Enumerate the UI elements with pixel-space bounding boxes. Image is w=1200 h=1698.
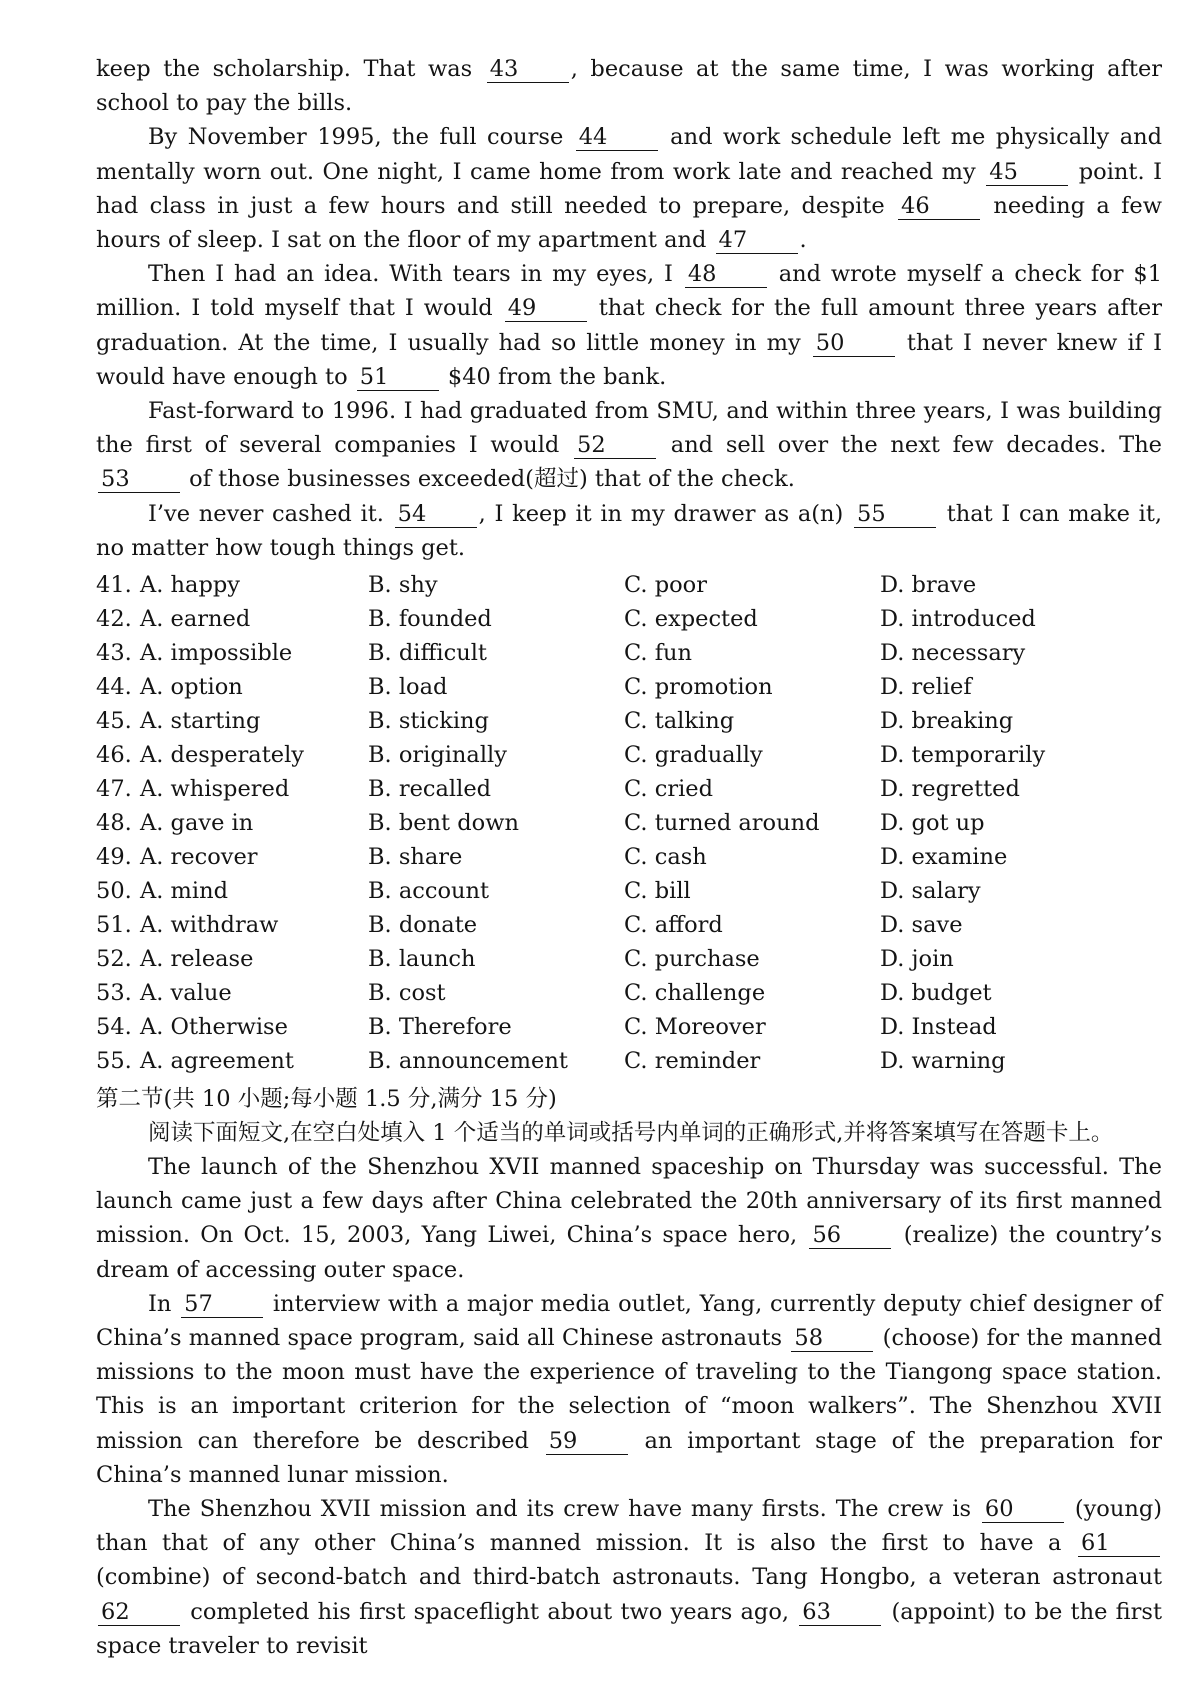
question-number: 50.	[96, 878, 132, 905]
option-row-50	[96, 874, 1162, 908]
option-a-text: A. earned	[140, 606, 251, 633]
option-c: C. afford	[624, 912, 723, 939]
text: (combine) of second-batch and third-batch astronauts. Tang Hongbo, a veteran astronaut	[96, 1564, 1162, 1591]
section-instruction: 阅读下面短文,在空白处填入 1 个适当的单词或括号内单词的正确形式,并将答案填写在答题卡上。	[148, 1120, 1114, 1147]
option-a	[96, 942, 368, 976]
option-a	[96, 568, 368, 602]
question-number: 53.	[96, 980, 132, 1007]
option-b: B. announcement	[368, 1048, 568, 1075]
option-a	[96, 738, 368, 772]
option-b: B. load	[368, 674, 448, 701]
option-a	[96, 1010, 368, 1044]
text: Fast-forward to 1996. I had graduated from SMU, and within three years, I was building the first of several companies I would	[96, 398, 1162, 459]
question-number: 47.	[96, 776, 132, 803]
option-c: C. reminder	[624, 1048, 761, 1075]
blank-46: 46	[898, 193, 980, 220]
option-c: C. cash	[624, 844, 707, 871]
blank-61: 61	[1078, 1530, 1160, 1557]
passage2-paragraph-3	[96, 1492, 1162, 1663]
text: that I can make it, no matter how tough things get.	[96, 500, 1163, 561]
option-row-49	[96, 840, 1162, 874]
text: and sell over the next few decades. The	[670, 432, 1162, 459]
option-row-55	[96, 1044, 1162, 1078]
option-a	[96, 840, 368, 874]
question-number: 41.	[96, 572, 132, 599]
option-d: D. breaking	[880, 708, 1014, 735]
option-d: D. got up	[880, 810, 985, 837]
text: The launch of the Shenzhou XVII manned spaceship on Thursday was successful. The launch came just a few days after China celebrated the 20th anniversary of its first manned mission. On Oct. 15, 2003, Yang Liwei, China’s space hero,	[96, 1154, 1162, 1249]
option-a	[96, 976, 368, 1010]
option-row-42	[96, 602, 1162, 636]
text: that check for the full amount three years after graduation. At the time, I usually had so little money in my	[96, 295, 1162, 356]
question-number: 54.	[96, 1014, 132, 1041]
blank-63: 63	[799, 1599, 881, 1626]
question-number: 44.	[96, 674, 132, 701]
option-b: B. bent down	[368, 810, 519, 837]
passage2-paragraph-2	[96, 1287, 1162, 1492]
option-a-text: A. withdraw	[140, 912, 279, 939]
blank-59: 59	[546, 1428, 628, 1455]
exam-page	[96, 52, 1162, 1663]
option-b: B. recalled	[368, 776, 492, 803]
options-list	[96, 568, 1162, 1078]
option-d: D. Instead	[880, 1014, 997, 1041]
blank-57: 57	[181, 1291, 263, 1318]
option-c: C. gradually	[624, 742, 763, 769]
option-d: D. brave	[880, 572, 977, 599]
option-a-text: A. gave in	[140, 810, 254, 837]
option-c: C. poor	[624, 572, 707, 599]
text: point. I had class in just a few hours and still needed to prepare, despite	[96, 158, 1162, 219]
blank-49: 49	[505, 295, 587, 322]
text: (young) than that of any other China’s manned mission. It is also the first to have a	[96, 1496, 1163, 1557]
blank-58: 58	[791, 1325, 873, 1352]
option-a-text: A. recover	[140, 844, 258, 871]
option-c: C. promotion	[624, 674, 773, 701]
option-row-41	[96, 568, 1162, 602]
option-a	[96, 602, 368, 636]
option-row-52	[96, 942, 1162, 976]
blank-44: 44	[576, 124, 658, 151]
question-number: 43.	[96, 640, 132, 667]
passage1-paragraph-2	[96, 120, 1162, 257]
text: completed his first spaceflight about two years ago,	[190, 1598, 790, 1625]
option-b: B. originally	[368, 742, 507, 769]
text: By November 1995, the full course	[148, 124, 564, 151]
passage1-paragraph-5	[96, 497, 1162, 565]
blank-43: 43	[487, 56, 569, 83]
blank-53: 53	[98, 466, 180, 493]
option-c: C. talking	[624, 708, 735, 735]
passage2-paragraph-1	[96, 1150, 1162, 1287]
option-b: B. shy	[368, 572, 438, 599]
option-a-text: A. whispered	[140, 776, 290, 803]
option-d: D. regretted	[880, 776, 1020, 803]
question-number: 46.	[96, 742, 132, 769]
option-a-text: A. mind	[140, 878, 228, 905]
passage1-paragraph-4	[96, 394, 1162, 497]
option-d: D. temporarily	[880, 742, 1046, 769]
text: (choose) for the manned missions to the moon must have the experience of traveling to the Tiangong space station. This is an important criterion for the selection of “moon walkers”. The Shenzhou XVII mission can therefore be described	[96, 1325, 1163, 1454]
blank-56: 56	[809, 1222, 891, 1249]
option-a-text: A. option	[140, 674, 243, 701]
option-row-46	[96, 738, 1162, 772]
blank-52: 52	[574, 432, 656, 459]
option-c: C. expected	[624, 606, 758, 633]
question-number: 55.	[96, 1048, 132, 1075]
text: of those businesses exceeded(超过) that of the check.	[189, 466, 795, 493]
option-a-text: A. impossible	[140, 640, 293, 667]
text: The Shenzhou XVII mission and its crew have many firsts. The crew is	[148, 1496, 971, 1523]
option-c: C. cried	[624, 776, 713, 803]
option-d: D. salary	[880, 878, 981, 905]
option-a	[96, 670, 368, 704]
option-d: D. warning	[880, 1048, 1006, 1075]
option-d: D. join	[880, 946, 954, 973]
option-a-text: A. agreement	[140, 1048, 294, 1075]
option-a	[96, 1044, 368, 1078]
option-c: C. challenge	[624, 980, 766, 1007]
option-c: C. fun	[624, 640, 693, 667]
option-row-54	[96, 1010, 1162, 1044]
text: , I keep it in my drawer as a(n)	[478, 500, 844, 527]
option-a-text: A. desperately	[140, 742, 304, 769]
option-b: B. donate	[368, 912, 478, 939]
text: Then I had an idea. With tears in my eyes, I	[148, 261, 673, 288]
text: , because at the same time, I was working after school to pay the bills.	[96, 56, 1163, 117]
option-a-text: A. Otherwise	[140, 1014, 288, 1041]
blank-48: 48	[685, 261, 767, 288]
option-c: C. purchase	[624, 946, 760, 973]
blank-54: 54	[395, 501, 477, 528]
blank-50: 50	[813, 330, 895, 357]
blank-45: 45	[986, 159, 1068, 186]
option-row-43	[96, 636, 1162, 670]
text: (realize) the country’s dream of accessing outer space.	[96, 1222, 1163, 1283]
option-b: B. sticking	[368, 708, 489, 735]
question-number: 51.	[96, 912, 132, 939]
text: (appoint) to be the first space traveler to revisit	[96, 1598, 1162, 1659]
option-a	[96, 772, 368, 806]
question-number: 48.	[96, 810, 132, 837]
passage1-paragraph-3	[96, 257, 1162, 394]
text: $40 from the bank.	[447, 363, 667, 390]
option-d: D. introduced	[880, 606, 1036, 633]
text: needing a few hours of sleep. I sat on the floor of my apartment and	[96, 192, 1162, 254]
option-d: D. examine	[880, 844, 1008, 871]
option-a-text: A. starting	[140, 708, 261, 735]
option-b: B. cost	[368, 980, 446, 1007]
option-b: B. launch	[368, 946, 476, 973]
blank-60: 60	[982, 1496, 1064, 1523]
text: that I never knew if I would have enough to	[96, 329, 1162, 390]
question-number: 49.	[96, 844, 132, 871]
option-row-47	[96, 772, 1162, 806]
option-d: D. budget	[880, 980, 992, 1007]
option-row-51	[96, 908, 1162, 942]
section-title: 第二节(共 10 小题;每小题 1.5 分,满分 15 分)	[96, 1086, 557, 1113]
option-b: B. difficult	[368, 640, 487, 667]
option-a	[96, 704, 368, 738]
option-d: D. necessary	[880, 640, 1026, 667]
option-a	[96, 908, 368, 942]
option-a-text: A. value	[140, 980, 232, 1007]
text: an important stage of the preparation for China’s manned lunar mission.	[96, 1427, 1163, 1488]
option-a	[96, 874, 368, 908]
option-d: D. save	[880, 912, 963, 939]
option-c: C. turned around	[624, 810, 820, 837]
option-d: D. relief	[880, 674, 972, 701]
option-row-45	[96, 704, 1162, 738]
text: .	[799, 227, 807, 254]
text: keep the scholarship. That was	[96, 56, 473, 82]
option-b: B. share	[368, 844, 463, 871]
blank-51: 51	[357, 364, 439, 391]
option-c: C. bill	[624, 878, 691, 905]
text: In	[148, 1290, 172, 1317]
blank-62: 62	[98, 1599, 180, 1626]
text: and work schedule left me physically and mentally worn out. One night, I came home from work late and reached my	[96, 124, 1162, 185]
passage1-paragraph-1	[96, 52, 1162, 120]
option-row-44	[96, 670, 1162, 704]
question-number: 45.	[96, 708, 132, 735]
option-a	[96, 636, 368, 670]
option-a	[96, 806, 368, 840]
question-number: 42.	[96, 606, 132, 633]
option-row-53	[96, 976, 1162, 1010]
option-a-text: A. release	[140, 946, 254, 973]
option-c: C. Moreover	[624, 1014, 766, 1041]
text: and wrote myself a check for $1 million. I told myself that I would	[96, 261, 1163, 322]
question-number: 52.	[96, 946, 132, 973]
option-b: B. Therefore	[368, 1014, 512, 1041]
option-b: B. founded	[368, 606, 492, 633]
option-row-48	[96, 806, 1162, 840]
blank-47: 47	[716, 227, 798, 254]
text: I’ve never cashed it.	[148, 500, 384, 527]
option-a-text: A. happy	[140, 572, 240, 599]
text: interview with a major media outlet, Yang, currently deputy chief designer of China’s manned space program, said all Chinese astronauts	[96, 1290, 1162, 1352]
option-b: B. account	[368, 878, 490, 905]
blank-55: 55	[854, 501, 936, 528]
